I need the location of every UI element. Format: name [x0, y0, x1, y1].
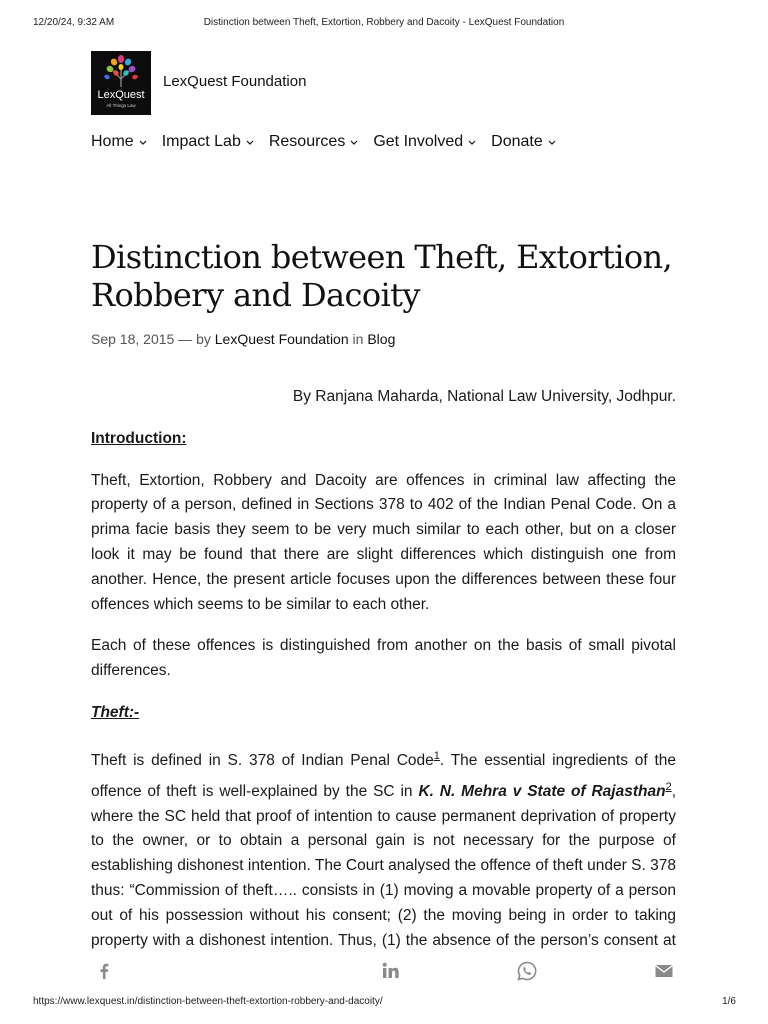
- nav-item-label: Donate: [491, 133, 543, 150]
- print-footer: [0, 996, 768, 1010]
- nav-item-home[interactable]: [91, 133, 148, 151]
- email-icon[interactable]: [653, 960, 675, 982]
- whatsapp-icon[interactable]: [516, 960, 538, 982]
- site-logo[interactable]: [91, 51, 151, 115]
- print-url: https://www.lexquest.in/distinction-between-theft-extortion-robbery-and-dacoity/: [33, 996, 383, 1007]
- chevron-down-icon: [349, 137, 359, 147]
- meta-in: in: [348, 331, 368, 347]
- article-meta: [91, 331, 395, 347]
- theft-text-1: Theft is defined in S. 378 of Indian Penal Code: [91, 751, 434, 769]
- intro-heading: Introduction:: [91, 429, 187, 447]
- logo-tree-icon: [91, 51, 151, 91]
- share-bar: [0, 952, 768, 990]
- chevron-down-icon: [245, 137, 255, 147]
- print-timestamp: 12/20/24, 9:32 AM: [33, 17, 115, 28]
- main-nav: [91, 133, 571, 151]
- nav-item-donate[interactable]: [491, 133, 557, 151]
- category-link[interactable]: Blog: [367, 331, 396, 347]
- theft-paragraph: [91, 743, 676, 978]
- logo-tagline: All Things Law: [106, 103, 136, 108]
- case-name: K. N. Mehra v State of Rajasthan: [418, 782, 666, 800]
- theft-text-2: . The essential ingredients of the offence of theft is well-explained by the SC in: [91, 751, 676, 800]
- intro-paragraph-2: Each of these offences is distinguished from another on the basis of small pivotal differences.: [91, 637, 676, 680]
- nav-item-label: Impact Lab: [161, 133, 241, 150]
- chevron-down-icon: [138, 137, 148, 147]
- article-byline: By Ranjana Maharda, National Law University, Jodhpur.: [292, 388, 676, 405]
- site-name[interactable]: LexQuest Foundation: [163, 72, 307, 90]
- logo-wordmark: LexQuest: [97, 89, 145, 101]
- linkedin-icon[interactable]: [380, 960, 402, 982]
- print-header: [0, 17, 768, 31]
- print-doc-title: Distinction between Theft, Extortion, Robbery and Dacoity - LexQuest Foundation: [203, 17, 565, 28]
- theft-text-3: , where the SC held that proof of intention to cause permanent deprivation of property to the owner, or to obtain a personal gain is not necessary for the purpose of establishing dishonest intention. The Court analysed the offence of theft under S. 378 thus: “Commission of theft….. consists in (1) moving a movable property of a person out of his possession without his consent; (2) the moving being in order to taking property with a dishonest intention. Thus, (1) the absence of the person’s consent at: [91, 782, 676, 949]
- nav-item-impact-lab[interactable]: [162, 133, 255, 151]
- site-header: [91, 51, 306, 115]
- post-date: Sep 18, 2015: [91, 331, 175, 347]
- footnote-link-2[interactable]: 2: [665, 780, 672, 793]
- intro-paragraph-1: Theft, Extortion, Robbery and Dacoity are offences in criminal law affecting the property of a person, defined in Sections 378 to 402 of the Indian Penal Code. On a prima facie basis they seem to be very much similar to each other, but on a closer look it may be found that there are slight differences which distinguish one from another. Hence, the present article focuses upon the differences between these four offences which seems to be similar to each other.: [91, 471, 676, 613]
- print-page-number: 1/6: [722, 996, 736, 1007]
- nav-item-get-involved[interactable]: [373, 133, 477, 151]
- chevron-down-icon: [467, 137, 477, 147]
- footnote-link-1[interactable]: 1: [433, 749, 440, 762]
- nav-item-label: Home: [91, 133, 134, 150]
- nav-item-label: Resources: [268, 133, 346, 150]
- chevron-down-icon: [547, 137, 557, 147]
- article-content: [91, 385, 676, 995]
- meta-separator: — by: [174, 331, 215, 347]
- nav-item-resources[interactable]: [269, 133, 359, 151]
- nav-item-label: Get Involved: [373, 133, 464, 150]
- theft-heading: Theft:-: [91, 703, 140, 721]
- facebook-icon[interactable]: [93, 960, 115, 982]
- article-title: Distinction between Theft, Extortion, Robbery and Dacoity: [91, 238, 673, 314]
- author-link[interactable]: LexQuest Foundation: [214, 331, 349, 347]
